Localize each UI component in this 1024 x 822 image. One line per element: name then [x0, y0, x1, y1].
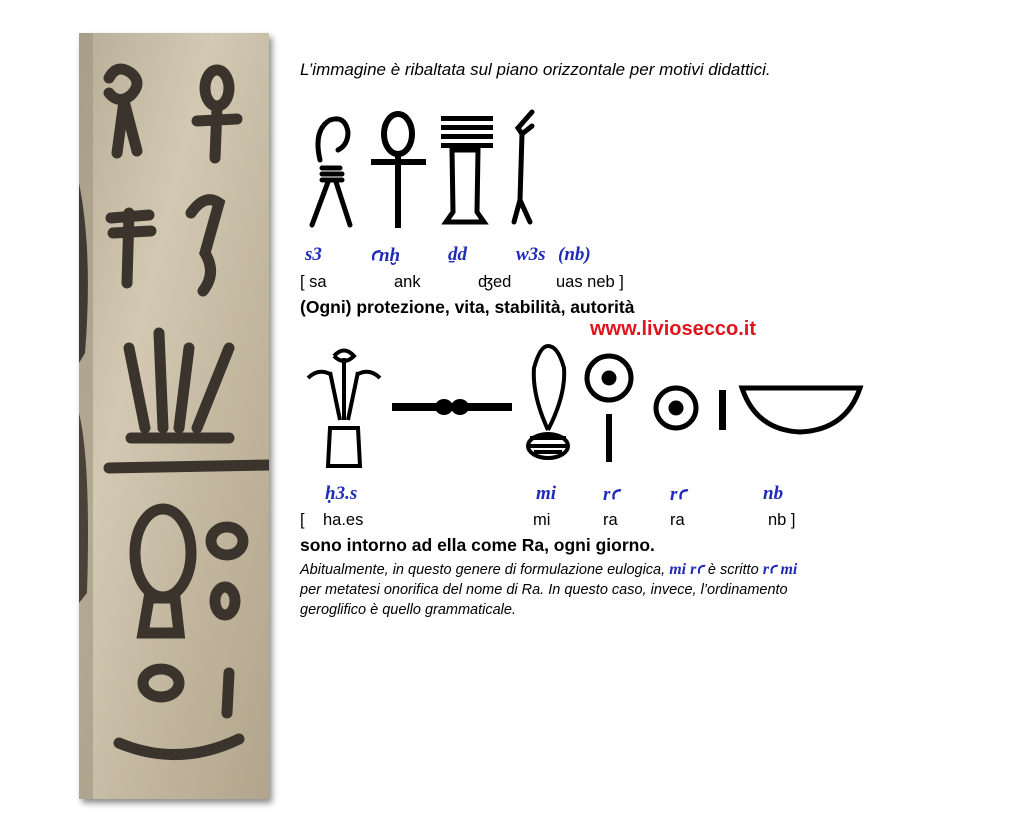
commentary-line-3: geroglifico è quello grammaticale. — [300, 602, 516, 618]
basket-glyph — [742, 388, 860, 432]
translation-2: sono intorno ad ella come Ra, ogni giorno. — [300, 535, 655, 555]
sun-disk-glyph — [587, 356, 631, 462]
translit-dd: ḏd — [448, 244, 467, 265]
pron-ra-1: ra — [603, 511, 618, 529]
translit-ra-1: rꜥ — [603, 484, 620, 505]
pron-ank: ank — [394, 273, 421, 291]
translit-ra-2: rꜥ — [670, 484, 687, 505]
sun-disk-glyph-2 — [656, 388, 696, 428]
website-link[interactable]: www.liviosecco.it — [590, 318, 756, 340]
commentary-ra-mi: rꜥ mi — [762, 561, 798, 578]
milk-jug-glyph — [528, 346, 568, 458]
commentary-line-2: per metatesi onorifica del nome di Ra. In questo caso, invece, l’ordinamento — [300, 582, 788, 598]
translation-1: (Ogni) protezione, vita, stabilità, autorità — [300, 297, 635, 317]
horizontal-bar-glyph — [392, 399, 512, 415]
vertical-stroke-glyph — [719, 390, 726, 430]
commentary-text-c: è scritto — [703, 562, 763, 578]
pron-haes: ha.es — [323, 511, 364, 529]
was-scepter-glyph — [514, 112, 532, 222]
translit-nb-2: nb — [763, 483, 784, 504]
translit-w3s: w3s — [516, 244, 546, 265]
ankh-glyph — [371, 114, 426, 228]
pron-djed: ʤed — [478, 273, 512, 291]
pron-ra-2: ra — [670, 511, 685, 529]
commentary-line-1 — [300, 560, 797, 580]
pron-open-bracket: [ — [300, 511, 305, 529]
translit-anx: ꜥnḫ — [370, 245, 401, 266]
pron-mi: mi — [533, 511, 551, 529]
djed-pillar-glyph — [441, 116, 493, 222]
translit-h3s: ḥ3.s — [325, 483, 358, 504]
translit-s3: s3 — [305, 244, 322, 265]
commentary — [300, 560, 797, 620]
commentary-text-a: Abitualmente, in questo genere di formulazione eulogica, — [300, 562, 670, 578]
translit-nb: (nb) — [558, 244, 591, 265]
translit-mi: mi — [536, 483, 557, 504]
commentary-mi-ra: mi rꜥ — [669, 561, 704, 578]
pron-uas-neb: uas neb ] — [556, 273, 624, 291]
pron-sa: [ sa — [300, 273, 327, 291]
lotus-cluster-glyph — [308, 351, 380, 467]
sa-protection-glyph — [312, 119, 350, 225]
didactic-note: L’immagine è ribaltata sul piano orizzontale per motivi didattici. — [300, 60, 771, 79]
pron-nb: nb ] — [768, 511, 796, 529]
